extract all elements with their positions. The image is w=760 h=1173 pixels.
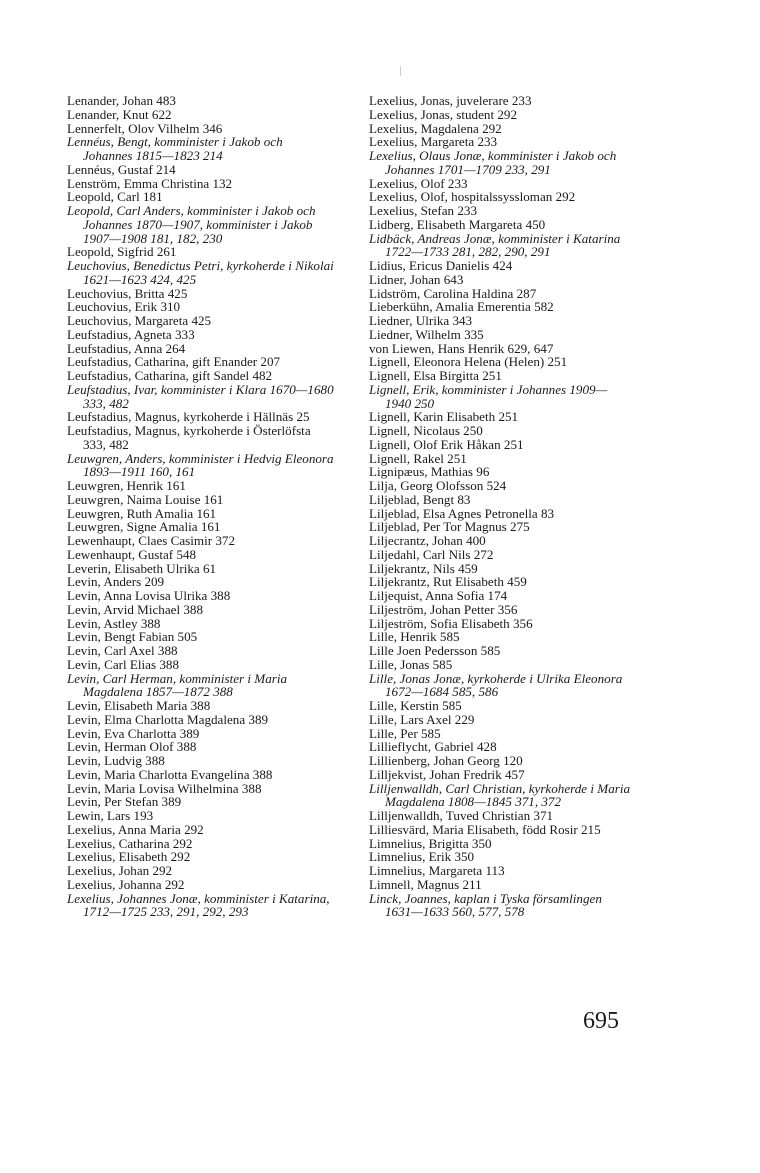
index-entry: Levin, Elisabeth Maria 388	[67, 698, 211, 713]
index-entry: Lenander, Johan 483	[67, 93, 176, 108]
index-entry: Levin, Carl Axel 388	[67, 643, 178, 658]
index-entry: Lexelius, Stefan 233	[369, 203, 477, 218]
index-entry: Leopold, Carl Anders, komminister i Jakob och Johannes 1870—1907, komminister i Jakob 1907—1908 181, 182, 230	[67, 203, 316, 246]
index-entry: Limnelius, Margareta 113	[369, 863, 505, 878]
index-entry: Lexelius, Catharina 292	[67, 835, 193, 851]
index-entry: Leuchovius, Benedictus Petri, kyrkoherde i Nikolai 1621—1623 424, 425	[67, 258, 334, 287]
index-entry: Lilliesvärd, Maria Elisabeth, född Rosir 215	[369, 821, 601, 837]
left-index-column	[67, 94, 335, 919]
index-entry: Lidner, Johan 643	[369, 271, 464, 287]
index-entry: Leopold, Sigfrid 261	[67, 244, 177, 260]
index-entry: Levin, Per Stefan 389	[67, 794, 182, 810]
index-entry: Levin, Herman Olof 388	[67, 739, 197, 755]
index-entry: Lewin, Lars 193	[67, 808, 154, 823]
index-entry: Leufstadius, Magnus, kyrkoherde i Österlöfsta 333, 482	[67, 423, 311, 452]
index-entry: Lille Joen Pedersson 585	[369, 643, 501, 658]
index-entry: Lexelius, Olof, hospitalssyssloman 292	[369, 189, 576, 205]
index-entry: Lille, Henrik 585	[369, 629, 460, 645]
index-entry: Lilljenwalldh, Carl Christian, kyrkoherde i Maria Magdalena 1808—1845 371, 372	[369, 780, 631, 810]
index-entry: Lieberkühn, Amalia Emerentia 582	[369, 299, 554, 315]
index-entry: Liljeblad, Bengt 83	[369, 491, 471, 507]
index-entry: Lignipæus, Mathias 96	[369, 464, 490, 480]
index-entry: Lexelius, Magdalena 292	[369, 120, 502, 136]
index-entry: Limnelius, Brigitta 350	[369, 835, 492, 851]
index-entry: Leuwgren, Signe Amalia 161	[67, 519, 221, 535]
page-number: 695	[583, 1008, 619, 1034]
index-entry: Lillieflycht, Gabriel 428	[369, 739, 497, 755]
index-entry: Lille, Per 585	[369, 725, 441, 741]
index-entry: Levin, Anders 209	[67, 574, 165, 590]
index-entry: Leverin, Elisabeth Ulrika 61	[67, 560, 217, 576]
index-entry: Lennéus, Bengt, komminister i Jakob och Johannes 1815—1823 214	[67, 134, 283, 163]
index-entry: Liljedahl, Carl Nils 272	[369, 546, 494, 562]
index-entry: Leuwgren, Naima Louise 161	[67, 491, 224, 507]
index-entry: Levin, Anna Lovisa Ulrika 388	[67, 588, 231, 603]
index-entry: Lidberg, Elisabeth Margareta 450	[369, 216, 546, 232]
index-entry: Leufstadius, Agneta 333	[67, 326, 195, 342]
index-entry: Levin, Bengt Fabian 505	[67, 629, 198, 645]
index-entry: Lille, Jonas Jonæ, kyrkoherde i Ulrika Eleonora 1672—1684 585, 586	[369, 670, 623, 700]
index-entry: Lennéus, Gustaf 214	[67, 161, 176, 177]
index-entry: Limnell, Magnus 211	[369, 876, 482, 892]
index-entry: Liedner, Wilhelm 335	[369, 326, 484, 342]
index-entry: Lignell, Rakel 251	[369, 450, 467, 466]
index-entry: Lille, Jonas 585	[369, 656, 453, 672]
index-entry: Lignell, Nicolaus 250	[369, 423, 483, 438]
index-entry: Leuchovius, Britta 425	[67, 285, 188, 301]
index-entry: Lewenhaupt, Gustaf 548	[67, 546, 197, 562]
index-entry: Leuwgren, Anders, komminister i Hedvig Eleonora 1893—1911 160, 161	[67, 450, 334, 480]
index-entry: Leuchovius, Margareta 425	[67, 313, 212, 328]
index-entry: Linck, Joannes, kaplan i Tyska församlingen 1631—1633 560, 577, 578	[369, 890, 602, 920]
index-entry: Lexelius, Olof 233	[369, 175, 468, 191]
index-entry: Liljekrantz, Rut Elisabeth 459	[369, 574, 527, 590]
index-entry: Leufstadius, Magnus, kyrkoherde i Hällnäs 25	[67, 409, 310, 425]
index-entry: Lexelius, Johan 292	[67, 863, 173, 878]
index-entry: Lexelius, Johanna 292	[67, 876, 185, 892]
index-entry: Liljequist, Anna Sofia 174	[369, 588, 508, 603]
index-entry: Levin, Elma Charlotta Magdalena 389	[67, 711, 269, 727]
index-entry: Lignell, Elsa Birgitta 251	[369, 368, 502, 383]
index-entry: Limnelius, Erik 350	[369, 849, 475, 865]
index-entry: Lignell, Erik, komminister i Johannes 1909—1940 250	[369, 381, 608, 411]
index-entry: Levin, Eva Charlotta 389	[67, 725, 200, 741]
index-entry: Liljeström, Johan Petter 356	[369, 601, 518, 617]
index-entry: Liljecrantz, Johan 400	[369, 533, 486, 548]
index-entry: Liljeblad, Elsa Agnes Petronella 83	[369, 505, 555, 521]
index-entry: Liljekrantz, Nils 459	[369, 560, 478, 576]
index-entry: Lilljekvist, Johan Fredrik 457	[369, 766, 525, 782]
index-entry: Lenström, Emma Christina 132	[67, 175, 233, 191]
index-entry: Lidbäck, Andreas Jonæ, komminister i Katarina 1722—1733 281, 282, 290, 291	[369, 230, 621, 260]
index-entry: Leufstadius, Ivar, komminister i Klara 1670—1680 333, 482	[67, 381, 334, 411]
index-entry: Lilljenwalldh, Tuved Christian 371	[369, 808, 554, 823]
index-entry: Lidius, Ericus Danielis 424	[369, 258, 513, 273]
index-entry: Lexelius, Jonas, student 292	[369, 106, 518, 122]
index-entry: Levin, Carl Elias 388	[67, 656, 180, 672]
index-entry: Lignell, Olof Erik Håkan 251	[369, 436, 524, 452]
index-entry: Lexelius, Anna Maria 292	[67, 821, 204, 837]
index-entry: Leopold, Carl 181	[67, 189, 163, 205]
index-entry: Leufstadius, Catharina, gift Sandel 482	[67, 368, 273, 383]
index-entry: Levin, Carl Herman, komminister i Maria Magdalena 1857—1872 388	[67, 670, 288, 700]
index-entry: Leuchovius, Erik 310	[67, 299, 181, 315]
index-entry: Lennerfelt, Olov Vilhelm 346	[67, 120, 223, 136]
index-entry: Lenander, Knut 622	[67, 106, 172, 122]
index-entry: Lillienberg, Johan Georg 120	[369, 753, 523, 768]
index-entry: Lille, Lars Axel 229	[369, 711, 475, 727]
index-entry: Leufstadius, Anna 264	[67, 340, 186, 356]
index-entry: Lignell, Karin Elisabeth 251	[369, 409, 519, 425]
index-entry: Lexelius, Elisabeth 292	[67, 849, 191, 865]
index-entry: Levin, Maria Charlotta Evangelina 388	[67, 766, 273, 782]
index-entry: Lexelius, Olaus Jonæ, komminister i Jakob och Johannes 1701—1709 233, 291	[369, 148, 617, 177]
index-entry: Levin, Maria Lovisa Wilhelmina 388	[67, 780, 262, 796]
index-entry: Liedner, Ulrika 343	[369, 313, 473, 328]
index-entry: Liljeström, Sofia Elisabeth 356	[369, 615, 533, 631]
index-entry: Lexelius, Johannes Jonæ, komminister i Katarina, 1712—1725 233, 291, 292, 293	[67, 890, 330, 920]
index-entry: Leuwgren, Henrik 161	[67, 478, 186, 493]
index-entry: von Liewen, Hans Henrik 629, 647	[369, 340, 554, 356]
index-entry: Lilja, Georg Olofsson 524	[369, 478, 507, 493]
index-entry: Levin, Ludvig 388	[67, 753, 165, 768]
index-entry: Lexelius, Margareta 233	[369, 134, 498, 150]
index-entry: Levin, Arvid Michael 388	[67, 601, 204, 617]
index-entry: Lidström, Carolina Haldina 287	[369, 285, 537, 301]
index-entry: Levin, Astley 388	[67, 615, 161, 631]
index-entry: Liljeblad, Per Tor Magnus 275	[369, 519, 530, 535]
index-entry: Lille, Kerstin 585	[369, 698, 462, 713]
index-entry: Lignell, Eleonora Helena (Helen) 251	[369, 354, 568, 370]
scan-mark	[400, 66, 401, 76]
index-entry: Lewenhaupt, Claes Casimir 372	[67, 533, 236, 548]
right-index-column	[369, 94, 631, 919]
index-entry: Leufstadius, Catharina, gift Enander 207	[67, 354, 281, 370]
index-entry: Lexelius, Jonas, juvelerare 233	[369, 93, 532, 108]
index-entry: Leuwgren, Ruth Amalia 161	[67, 505, 217, 521]
